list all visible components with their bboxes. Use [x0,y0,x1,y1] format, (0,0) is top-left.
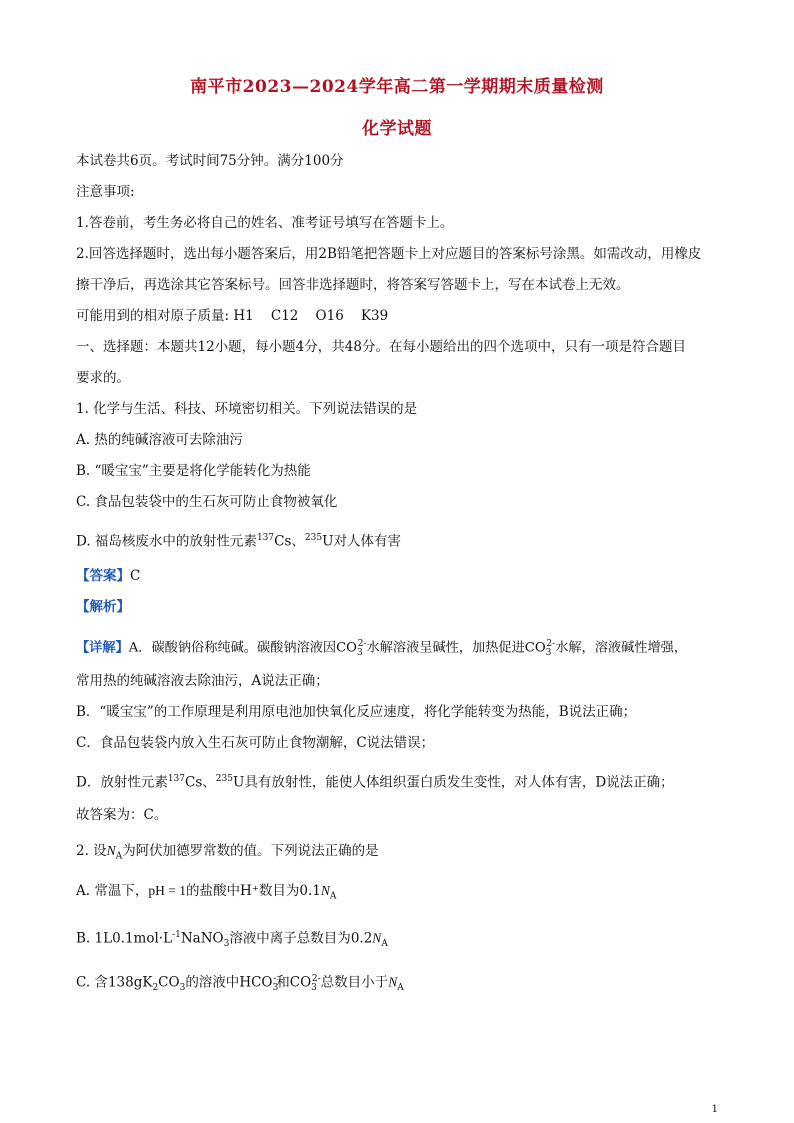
answer-value: C [130,568,141,584]
na-subscript-b: A [381,939,388,950]
q1-answer [76,567,734,585]
na-subscript-c: A [397,983,404,994]
separator: 、 [291,533,305,550]
na-symbol-a: N [320,883,330,898]
hco3-formula: HCO [239,974,273,991]
answer-label: 【答案】 [76,568,130,584]
q1-detail-a-cont: 常用热的纯碱溶液去除油污，A说法正确； [76,673,329,689]
q2-c-mid1: 的溶液中 [185,974,240,991]
atomic-mass-line: 可能用到的相对原子质量: H1 C12 O16 K39 [76,308,389,324]
q2-a-pre: A. 常温下， [76,883,149,899]
u-mass-number: 235 [304,533,323,543]
q2-b-formula: 1L0.1mol·L [94,930,173,947]
q2-option-b [76,926,734,953]
ph-value: pH = 1 [148,883,186,898]
q2-b-mid: 溶液中离子总数目为 [229,930,351,947]
detail-a-text: A．碳酸钠俗称纯碱。碳酸钠溶液因CO [128,640,357,656]
q2-c-and: 和 [276,974,290,991]
u-mass-number-2: 235 [215,774,233,784]
detail-label: 【详解】 [76,640,129,656]
q2-b-exponent: -1 [172,930,181,940]
section-heading-cont: 要求的。 [76,370,130,386]
q2-a-number: 0.1 [299,883,321,899]
q1-conclusion: 故答案为：C。 [76,807,168,823]
na-symbol-b: N [372,930,382,946]
co3-charge: 2- [357,639,367,649]
exam-title: 南平市2023—2024学年高二第一学期期末质量检测 [190,77,604,97]
q1-detail-a [76,635,734,662]
co3-charge-c: 2- [311,974,321,984]
k-subscript: 2 [152,983,159,994]
q1-analysis-label: 【解析】 [76,599,130,615]
q2-b-number: 0.2 [350,930,373,947]
na-symbol-c: N [388,974,398,990]
exam-subject: 化学试题 [362,119,432,139]
hco3-subscript: 3 [272,983,279,994]
exam-info: 本试卷共6页。考试时间75分钟。满分100分 [76,153,344,169]
q2-c-mid2: 总数目小于 [320,974,389,991]
co-subscript: 3 [179,983,186,994]
q1-option-a: A. 热的纯碱溶液可去除油污 [76,432,243,448]
q2-c-pre: C. 含 [76,974,108,991]
na-symbol: N [106,843,116,858]
detail-d-end: 具有放射性，能使人体组织蛋白质发生变性，对人体有害，D说法正确； [244,774,674,791]
q2-stem [76,842,734,866]
q1-detail-b: B．“暖宝宝”的工作原理是利用原电池加快氧化反应速度，将化学能转变为热能，B说法正确； [76,704,637,720]
q1-option-c: C. 食品包装袋中的生石灰可防止食物被氧化 [76,494,338,510]
q1-d-text-end: 对人体有害 [333,533,401,550]
cs-symbol-2: Cs [185,774,203,791]
page-number: 1 [711,1104,718,1115]
nano3-formula: NaNO [180,930,224,947]
na-subscript-a: A [329,891,337,902]
section-heading: 一、选择题：本题共12小题，每小题4分，共48分。在每小题给出的四个选项中，只有一项是符合题目 [76,339,686,355]
na-subscript: A [115,851,123,862]
cs-mass-number-2: 137 [167,774,186,784]
hco3-charge: - [273,974,277,984]
q1-detail-d [76,770,734,792]
detail-a-end: 水解，溶液碱性增强， [555,640,688,656]
q2-b-pre: B. [76,930,95,947]
u-symbol-2: U [232,774,245,791]
q1-option-b: B. “暖宝宝”主要是将化学能转化为热能 [76,463,311,479]
co3-charge-2: 2- [546,639,556,649]
notice-item-2-cont: 擦干净后，再选涂其它答案标号。回答非选择题时，将答案写答题卡上，写在本试卷上无效。 [76,277,630,293]
u-symbol: U [322,533,334,550]
notice-item-1: 1.答卷前，考生务必将自己的姓名、准考证号填写在答题卡上。 [76,215,454,231]
co3-subscript-2: 3 [545,648,552,659]
co3-sub: 3 [311,983,317,994]
k2co3-formula: 138gK [107,974,153,991]
q2-option-a [76,882,734,906]
separator-2: 、 [202,774,216,791]
detail-a-mid: 水解溶液呈碱性，加热促进CO [366,640,546,656]
nano3-subscript: 3 [223,939,230,950]
co-part: CO [158,974,180,991]
q1-detail-c: C．食品包装袋内放入生石灰可防止食物潮解，C说法错误； [76,735,435,751]
notice-item-2: 2.回答选择题时，选出每小题答案后，用2B铅笔把答题卡上对应题目的答案标号涂黑。如需改动，用橡皮 [76,246,702,262]
q2-stem-post: 为阿伏加德罗常数的值。下列说法正确的是 [122,843,379,859]
detail-d-text: D．放射性元素 [76,774,168,791]
q2-option-c [76,970,734,997]
q2-stem-pre: 2. 设 [76,843,107,859]
cs-mass-number: 137 [256,533,275,543]
q2-a-mid: 的盐酸中H⁺数目为 [185,883,300,899]
q1-d-text: D. 福岛核废水中的放射性元素 [76,533,257,550]
co3-part: CO [289,974,312,991]
notice-title: 注意事项: [76,184,135,200]
cs-symbol: Cs [274,533,292,550]
q1-option-d [76,529,734,551]
q1-stem: 1. 化学与生活、科技、环境密切相关。下列说法错误的是 [76,401,418,417]
co3-subscript: 3 [357,648,363,659]
